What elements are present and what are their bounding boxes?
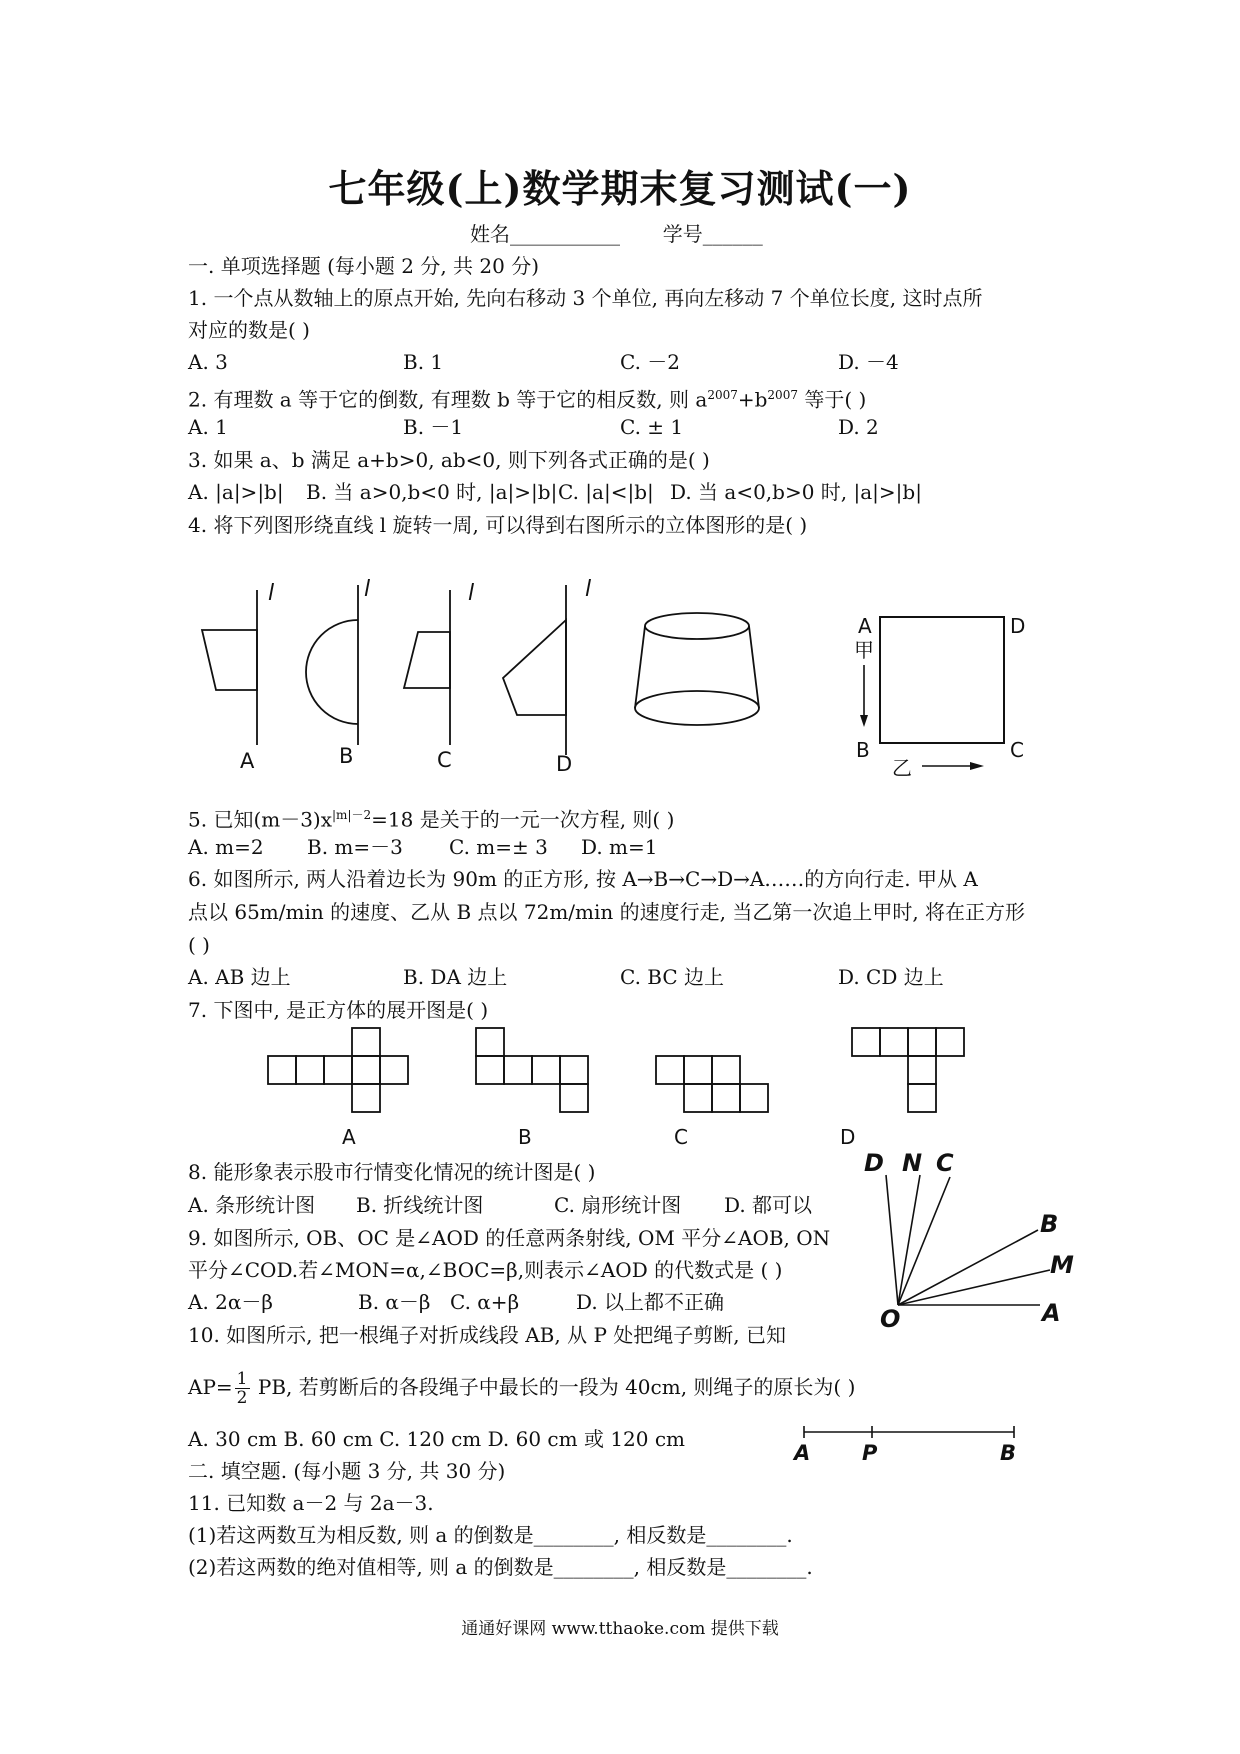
ray-label-m: M: [1050, 1251, 1074, 1279]
square-corner-b: B: [856, 738, 870, 762]
fraction-one-half: $\frac{1}{2}$: [236, 1369, 248, 1408]
q8-option-d[interactable]: D. 都可以: [724, 1193, 813, 1217]
q4-fig-d-axis-label: l: [585, 577, 592, 602]
q6-option-d[interactable]: D. CD 边上: [838, 965, 944, 989]
net-d: [852, 1028, 964, 1112]
q4-figures: [0, 560, 1240, 790]
ray-oc: [898, 1177, 950, 1305]
section1-header: 一. 单项选择题 (每小题 2 分, 共 20 分): [188, 254, 539, 278]
arrow-right-icon: [970, 762, 984, 770]
square-corner-c: C: [1010, 738, 1024, 762]
q8-option-a[interactable]: A. 条形统计图: [188, 1193, 316, 1217]
page-title: 七年级(上)数学期末复习测试(一): [328, 166, 912, 211]
q2-option-c[interactable]: C. ± 1: [620, 415, 684, 439]
q11-part1[interactable]: (1)若这两数互为相反数, 则 a 的倒数是________, 相反数是________.: [188, 1523, 793, 1547]
q2-option-a[interactable]: A. 1: [188, 415, 228, 439]
name-field[interactable]: ___________: [510, 222, 620, 246]
q9-stem-line2: 平分∠COD.若∠MON=α,∠BOC=β,则表示∠AOD 的代数式是 ( ): [188, 1258, 783, 1282]
q1-option-c[interactable]: C. －2: [620, 350, 681, 374]
segment-figure: [790, 1418, 1030, 1468]
q7-fig-label-a: A: [342, 1125, 356, 1149]
ray-label-b: B: [1040, 1210, 1059, 1238]
square-corner-d: D: [1010, 614, 1026, 638]
segment-label-a: A: [794, 1441, 811, 1465]
segment-label-b: B: [1000, 1441, 1017, 1465]
q3-option-a[interactable]: A. |a|>|b|: [188, 480, 284, 504]
arrow-down-icon: [860, 715, 868, 727]
square-label-jia: 甲: [854, 638, 874, 662]
q3-option-d[interactable]: D. 当 a<0,b>0 时, |a|>|b|: [670, 480, 922, 504]
ray-om: [898, 1270, 1050, 1305]
q1-option-a[interactable]: A. 3: [188, 350, 228, 374]
square-shape: [880, 617, 1004, 743]
net-b: [476, 1028, 588, 1112]
q1-stem-line1: 1. 一个点从数轴上的原点开始, 先向右移动 3 个单位, 再向左移动 7 个单位长度, 这时点所: [188, 286, 983, 310]
q5-option-c[interactable]: C. m=± 3: [449, 835, 548, 859]
q5-option-d[interactable]: D. m=1: [581, 835, 658, 859]
q7-stem: 7. 下图中, 是正方体的展开图是( ): [188, 998, 489, 1022]
q10-stem-line2: AP= $\frac{1}{2}$ PB, 若剪断后的各段绳子中最长的一段为 40cm, 则绳子的原长为( ): [188, 1369, 856, 1408]
student-id-label: 学号: [662, 222, 703, 246]
ray-ob: [898, 1230, 1038, 1305]
q3-stem: 3. 如果 a、b 满足 a+b>0, ab<0, 则下列各式正确的是( ): [188, 448, 710, 472]
net-c: [656, 1056, 768, 1112]
ray-label-n: N: [902, 1149, 923, 1177]
name-label: 姓名: [470, 222, 510, 246]
q2-option-b[interactable]: B. －1: [403, 415, 464, 439]
angle-rays-figure: [860, 1145, 1090, 1345]
q9-stem-line1: 9. 如图所示, OB、OC 是∠AOD 的任意两条射线, OM 平分∠AOB, ON: [188, 1226, 831, 1250]
ray-label-c: C: [936, 1149, 954, 1177]
q5-option-a[interactable]: A. m=2: [188, 835, 264, 859]
q7-fig-label-d: D: [840, 1125, 856, 1149]
section2-header: 二. 填空题. (每小题 3 分, 共 30 分): [188, 1459, 506, 1483]
q6-stem-line2: 点以 65m/min 的速度、乙从 B 点以 72m/min 的速度行走, 当乙第一次追上甲时, 将在正方形: [188, 900, 1026, 924]
square-label-yi: 乙: [892, 756, 912, 780]
segment-label-p: P: [862, 1441, 878, 1465]
q6-option-b[interactable]: B. DA 边上: [403, 965, 508, 989]
q4-fig-a-axis-label: l: [268, 581, 275, 606]
frustum-top: [645, 613, 749, 639]
q9-option-a[interactable]: A. 2α－β: [188, 1290, 273, 1314]
student-id-field[interactable]: ______: [702, 222, 763, 246]
ray-label-a: A: [1042, 1299, 1061, 1327]
square-figure: [840, 605, 1040, 785]
ray-label-d: D: [864, 1149, 884, 1177]
q6-stem-line3: ( ): [188, 933, 210, 957]
q1-option-d[interactable]: D. －4: [838, 350, 899, 374]
q6-stem-line1: 6. 如图所示, 两人沿着边长为 90m 的正方形, 按 A→B→C→D→A……的方向行走. 甲从 A: [188, 867, 978, 891]
q5-stem: 5. 已知$(m-3)x^{|m|-2}=18$ 是关于的一元一次方程, 则( ): [188, 807, 675, 832]
q5-option-b[interactable]: B. m=－3: [307, 835, 403, 859]
q6-option-c[interactable]: C. BC 边上: [620, 965, 725, 989]
q11-stem: 11. 已知数 a－2 与 2a－3.: [188, 1491, 434, 1515]
q6-option-a[interactable]: A. AB 边上: [188, 965, 291, 989]
student-info: [470, 222, 763, 246]
ray-label-o: O: [880, 1305, 901, 1333]
q7-fig-label-b: B: [518, 1125, 532, 1149]
q4-fig-a-shape: [202, 630, 257, 690]
q10-stem-line1: 10. 如图所示, 把一根绳子对折成线段 AB, 从 P 处把绳子剪断, 已知: [188, 1323, 786, 1347]
ray-on: [898, 1175, 920, 1305]
q4-fig-label-a: A: [240, 749, 255, 773]
ray-od: [886, 1175, 898, 1305]
q4-fig-label-b: B: [339, 744, 354, 768]
net-a: [268, 1028, 408, 1112]
q4-stem: 4. 将下列图形绕直线 l 旋转一周, 可以得到右图所示的立体图形的是( ): [188, 513, 808, 537]
q4-fig-c-axis-label: l: [468, 581, 475, 606]
q2-option-d[interactable]: D. 2: [838, 415, 879, 439]
q1-option-b[interactable]: B. 1: [403, 350, 444, 374]
q1-stem-line2: 对应的数是( ): [188, 318, 310, 342]
q8-option-c[interactable]: C. 扇形统计图: [554, 1193, 682, 1217]
q4-fig-b-shape: [306, 620, 358, 724]
q3-option-c[interactable]: C. |a|<|b|: [558, 480, 654, 504]
q4-fig-label-c: C: [437, 748, 452, 772]
frustum-bottom: [635, 691, 759, 725]
square-corner-a: A: [858, 614, 872, 638]
q2-stem: 2. 有理数 a 等于它的倒数, 有理数 b 等于它的相反数, 则 $a^{2007}+b^{2007}$ 等于( ): [188, 387, 867, 412]
q8-stem: 8. 能形象表示股市行情变化情况的统计图是( ): [188, 1160, 596, 1184]
q8-option-b[interactable]: B. 折线统计图: [356, 1193, 484, 1217]
q9-option-b[interactable]: B. α－β: [358, 1290, 431, 1314]
q3-option-b[interactable]: B. 当 a>0,b<0 时, |a|>|b|: [306, 480, 558, 504]
q7-nets-figure: [0, 1020, 1240, 1160]
q4-fig-c-shape: [404, 632, 450, 688]
q4-fig-b-axis-label: l: [364, 577, 371, 602]
q10-options[interactable]: A. 30 cm B. 60 cm C. 120 cm D. 60 cm 或 120 cm: [188, 1427, 686, 1451]
page-footer: 通通好课网 www.tthaoke.com 提供下载: [461, 1619, 779, 1639]
q7-fig-label-c: C: [674, 1125, 688, 1149]
q9-option-d[interactable]: D. 以上都不正确: [576, 1290, 725, 1314]
q4-fig-label-d: D: [556, 752, 573, 776]
q9-option-c[interactable]: C. α+β: [450, 1290, 520, 1314]
q11-part2[interactable]: (2)若这两数的绝对值相等, 则 a 的倒数是________, 相反数是________.: [188, 1555, 813, 1579]
q4-fig-d-shape: [503, 620, 566, 715]
